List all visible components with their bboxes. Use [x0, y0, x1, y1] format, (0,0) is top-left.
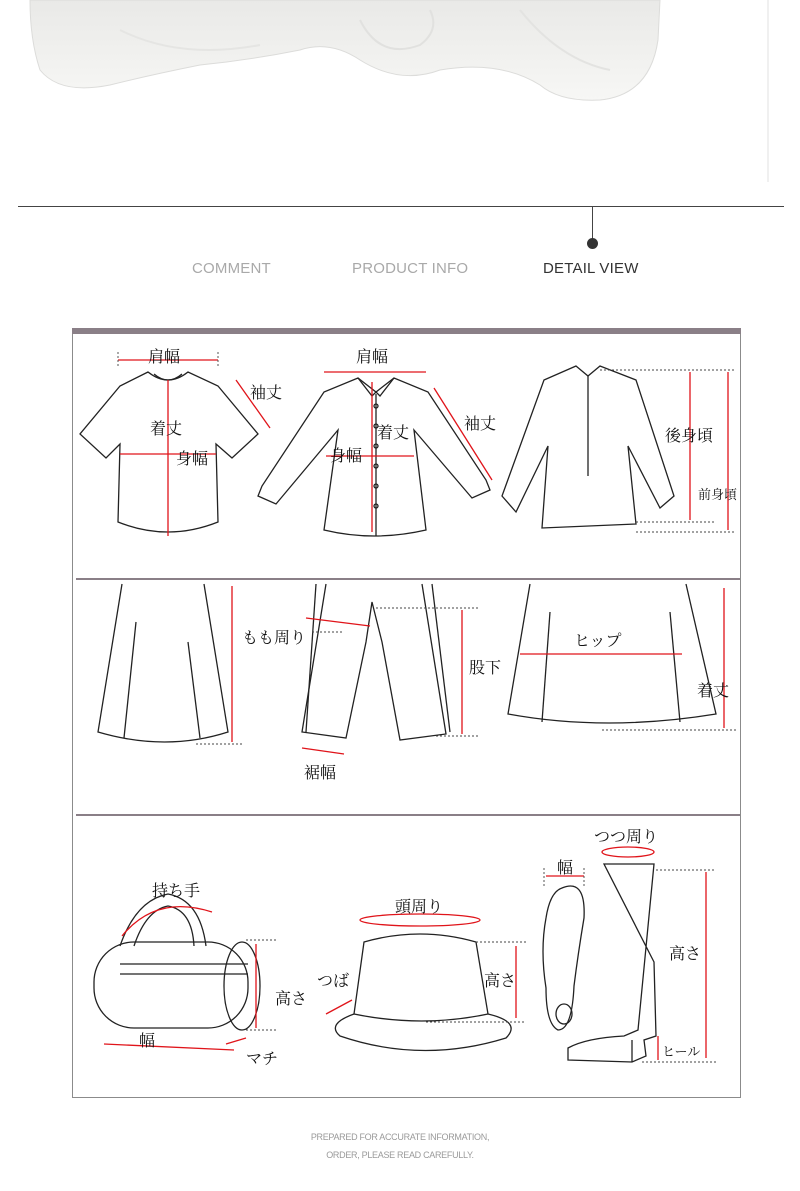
- jacket-back-length-label: 後身頃: [665, 426, 714, 445]
- shirt-sleeve-label: 袖丈: [464, 414, 497, 433]
- bag-handle-label: 持ち手: [152, 881, 201, 900]
- dress-drawing: [508, 584, 736, 730]
- skirt-drawing: [98, 584, 242, 744]
- jacket-drawing: [502, 366, 736, 532]
- tab-marker-line: [592, 207, 593, 239]
- thigh-label: もも周り: [242, 628, 307, 647]
- tab-product-info[interactable]: PRODUCT INFO: [352, 260, 469, 277]
- accessories-illustrations: [76, 818, 740, 1094]
- hip-label: ヒップ: [574, 631, 622, 650]
- tab-comment[interactable]: COMMENT: [192, 260, 271, 277]
- hat-height-label: 高さ: [484, 971, 517, 990]
- tshirt-shoulder-label: 肩幅: [148, 347, 181, 366]
- size-chart-divider-2: [76, 814, 740, 816]
- product-photo: [0, 0, 800, 190]
- tab-detail-view[interactable]: DETAIL VIEW: [543, 260, 639, 277]
- boot-calf-label: つつ周り: [594, 827, 659, 846]
- bottoms-illustrations: [76, 582, 740, 812]
- tshirt-sleeve-label: 袖丈: [250, 383, 283, 402]
- hat-brim-label: つば: [317, 971, 350, 990]
- footer-note-line-2: ORDER, PLEASE READ CAREFULLY.: [326, 1150, 474, 1160]
- section-divider: [18, 206, 784, 207]
- tshirt-drawing: [80, 352, 270, 536]
- shirt-length-label: 着丈: [377, 423, 410, 442]
- size-chart-top-bar: [72, 328, 741, 334]
- bag-drawing: [94, 894, 276, 1050]
- sole-width-label: 幅: [557, 858, 574, 877]
- shirt-body-width-label: 身幅: [330, 446, 363, 465]
- bag-width-label: 幅: [139, 1031, 156, 1050]
- shirt-drawing: [258, 372, 492, 536]
- hem-label: 裾幅: [304, 763, 337, 782]
- hat-head-label: 頭周り: [395, 897, 444, 916]
- jacket-front-length-label: 前身頃: [698, 488, 738, 503]
- dress-length-label: 着丈: [697, 681, 730, 700]
- size-chart-divider-1: [76, 578, 740, 580]
- boot-heel-label: ヒール: [662, 1045, 701, 1060]
- bag-height-label: 高さ: [275, 989, 308, 1008]
- shirt-shoulder-label: 肩幅: [356, 347, 389, 366]
- footer-note-line-1: PREPARED FOR ACCURATE INFORMATION,: [310, 1132, 490, 1142]
- inseam-label: 股下: [469, 658, 502, 677]
- tshirt-body-width-label: 身幅: [176, 449, 209, 468]
- bag-gusset-label: マチ: [246, 1049, 279, 1068]
- tab-marker-dot: [587, 238, 598, 249]
- pants-drawing: [302, 584, 478, 754]
- boot-height-label: 高さ: [669, 944, 702, 963]
- tshirt-length-label: 着丈: [150, 419, 183, 438]
